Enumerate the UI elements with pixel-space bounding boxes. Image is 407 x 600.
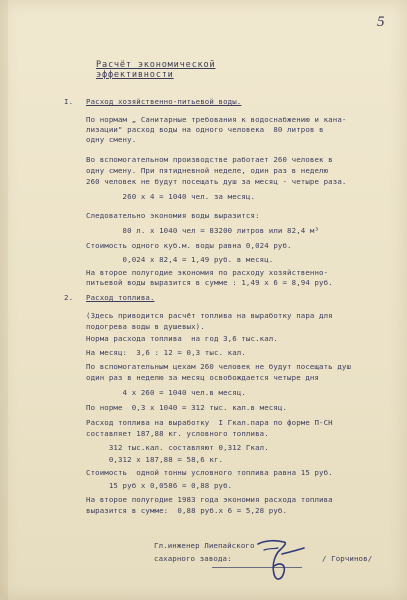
section-2-line: (Здесь приводится расчёт топлива на выработку пара для [86,311,333,320]
section-2-line: Стоимость одной тонны условного топлива равна 15 руб. [86,468,333,477]
section-2-line: На месяц: 3,6 : 12 = 0,3 тыс. кал. [86,348,246,357]
page-number: 5 [377,14,385,30]
section-1-line: Следовательно экономия воды выразится: [86,211,260,220]
section-2-line: По норме 0,3 х 1040 = 312 тыс. кал.в месяц. [86,403,288,412]
section-2-line: 4 х 260 = 1040 чел.в месяц. [86,388,246,397]
section-1-line: 260 человек не будут посещать душ за месяц - четыре раза. [86,177,347,186]
section-2-line: выразится в сумме: 0,88 руб.х 6 = 5,28 руб. [86,506,288,515]
section-1-number: I. [64,97,74,106]
section-1-line: 80 л. х 1040 чел = 83200 литров или 82,4 м³ [86,226,320,235]
section-2-line: подогрева воды в душевых). [86,322,205,331]
page-edge-shadow [0,0,8,600]
section-2-line: Норма расхода топлива на год 3,6 тыс.кал. [86,334,278,343]
section-2-heading: Расход топлива. [86,293,155,302]
section-1-line: одну смену. При пятидневной неделе, один раз в неделю [86,166,329,175]
section-1-line: 0,024 х 82,4 = 1,49 руб. в месяц. [86,255,274,264]
section-1-line: одну смену. [86,135,137,144]
section-1-heading: Расход хозяйственно-питьевой воды. [86,97,242,106]
signatory-name: / Горчинов/ [322,554,373,563]
section-2-line: 15 руб х 0,0586 = 0,88 руб. [86,481,233,490]
handwritten-signature [252,536,312,588]
section-2-line: На второе полугодие 1983 года экономия расхода топлива [86,495,333,504]
section-2-line: один раз в неделю за месяц освобождается четыре дня [86,373,320,382]
section-2-line: составляет 187,88 кг. условного топлива. [86,429,269,438]
section-2-number: 2. [64,293,74,302]
section-2-line: 0,312 х 187,88 = 58,6 кг. [86,455,224,464]
section-1-line: Во вспомогательном производстве работает 260 человек в [86,155,333,164]
signatory-title-line-1: Гл.инженер Лиепайского [154,541,255,550]
section-1-line: По нормам „ Санитарные требования к водоснабжению и кана- [86,115,347,124]
section-2-line: По вспомогательным цехам 260 человек не будут посещать душ [86,362,352,371]
section-2-line: 312 тыс.кал. составляют 0,312 Гкал. [86,443,269,452]
section-1-line: питьевой воды выразится в сумме : 1,49 х 6 = 8,94 руб. [86,278,333,287]
section-1-line: Стоимость одного куб.м. воды равна 0,024 руб. [86,241,292,250]
signatory-title-line-2: сахарного завода: [154,554,232,563]
section-1-line: 260 х 4 = 1040 чел. за месяц. [86,192,256,201]
document-title: Расчёт экономической эффективности [96,60,216,80]
section-1-line: лизации" расход воды на одного человека 80 литров в [86,125,324,134]
section-2-line: Расход топлива на выработку I Гкал.пара по форме П-СН [86,418,333,427]
section-1-line: На второе полугодие экономия по расходу хозяйственно- [86,268,329,277]
